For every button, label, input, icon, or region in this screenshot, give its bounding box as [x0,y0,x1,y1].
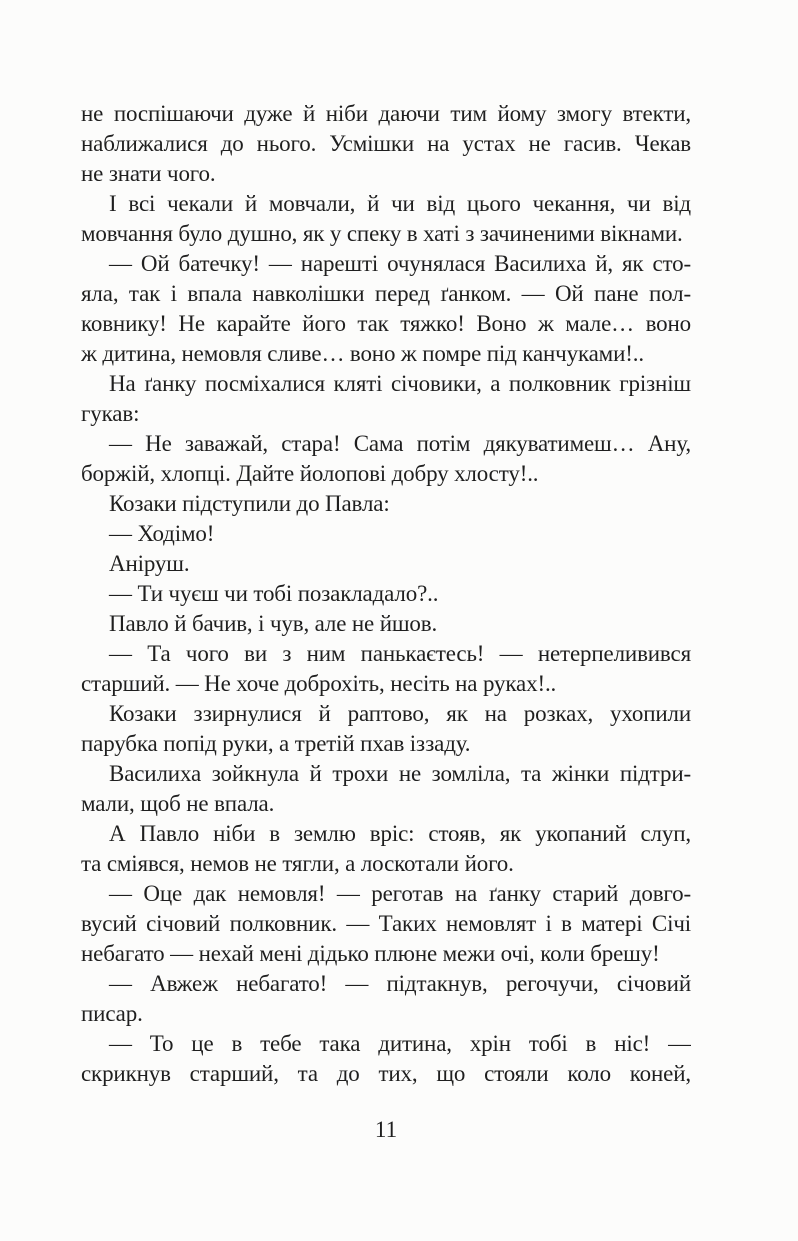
text-line: писар. [81,1001,143,1026]
text-line: — Ой батечку! — нарешті очунялася Василиха й, як сто- [109,251,691,276]
text-line: старший. — Не хоче доброхіть, несіть на руках!.. [81,671,557,696]
text-line: ж дитина, немовля сливе… воно ж помре під канчуками!.. [81,341,644,366]
text-line: — То це в тебе така дитина, хрін тобі в ніс! — [109,1031,691,1056]
text-line: вусий січовий полковник. — Таких немовлят і в матері Січі [81,911,691,936]
text-line: гукав: [81,401,140,426]
text-line: — Ходімо! [109,521,215,546]
text-line: — Не заважай, стара! Сама потім дякуватимеш… Ану, [109,431,691,456]
text-line: Аніруш. [109,551,190,576]
text-line: — Оце дак немовля! — реготав на ґанку старий довго- [109,881,691,906]
text-line: боржій, хлопці. Дайте йолопові добру хлосту!.. [81,461,539,486]
text-line: А Павло ніби в землю вріс: стояв, як укопаний слуп, [109,821,691,846]
text-line: — Та чого ви з ним панькаєтесь! — нетерпеливився [109,641,691,666]
text-line: Козаки ззирнулися й раптово, як на розках, ухопили [109,701,691,726]
text-line: Павло й бачив, і чув, але не йшов. [109,611,438,636]
text-line: та сміявся, немов не тягли, а лоскотали його. [81,851,514,876]
text-line: — Ти чуєш чи тобі позакладало?.. [109,581,439,606]
text-line: не поспішаючи дуже й ніби даючи тим йому змогу втекти, [81,101,691,126]
text-line: І всі чекали й мовчали, й чи від цього чекання, чи від [109,191,691,216]
text-line: — Авжеж небагато! — підтакнув, регочучи, січовий [109,971,691,996]
text-line: ковнику! Не карайте його так тяжко! Воно ж мале… воно [81,311,691,336]
text-line: парубка попід руки, а третій пхав іззаду. [81,731,471,756]
text-line: мали, щоб не впала. [81,791,275,816]
page-number: 11 [374,1117,398,1142]
text-line: На ґанку посміхалися кляті січовики, а полковник грізніш [109,371,691,396]
text-line: небагато — нехай мені дідько плюне межи очі, коли брешу! [81,941,660,966]
text-line: Василиха зойкнула й трохи не зомліла, та жінки підтри- [109,761,691,786]
text-line: наближалися до нього. Усмішки на устах не гасив. Чекав [81,131,691,156]
text-line: Козаки підступили до Павла: [109,491,390,516]
text-block [81,99,691,1089]
text-line: яла, так і впала навколішки перед ґанком. — Ой пане пол- [81,281,691,306]
text-line: скрикнув старший, та до тих, що стояли коло коней, [81,1061,691,1086]
text-line: не знати чого. [81,161,216,186]
text-line: мовчання було душно, як у спеку в хаті з зачиненими вікнами. [81,221,683,246]
